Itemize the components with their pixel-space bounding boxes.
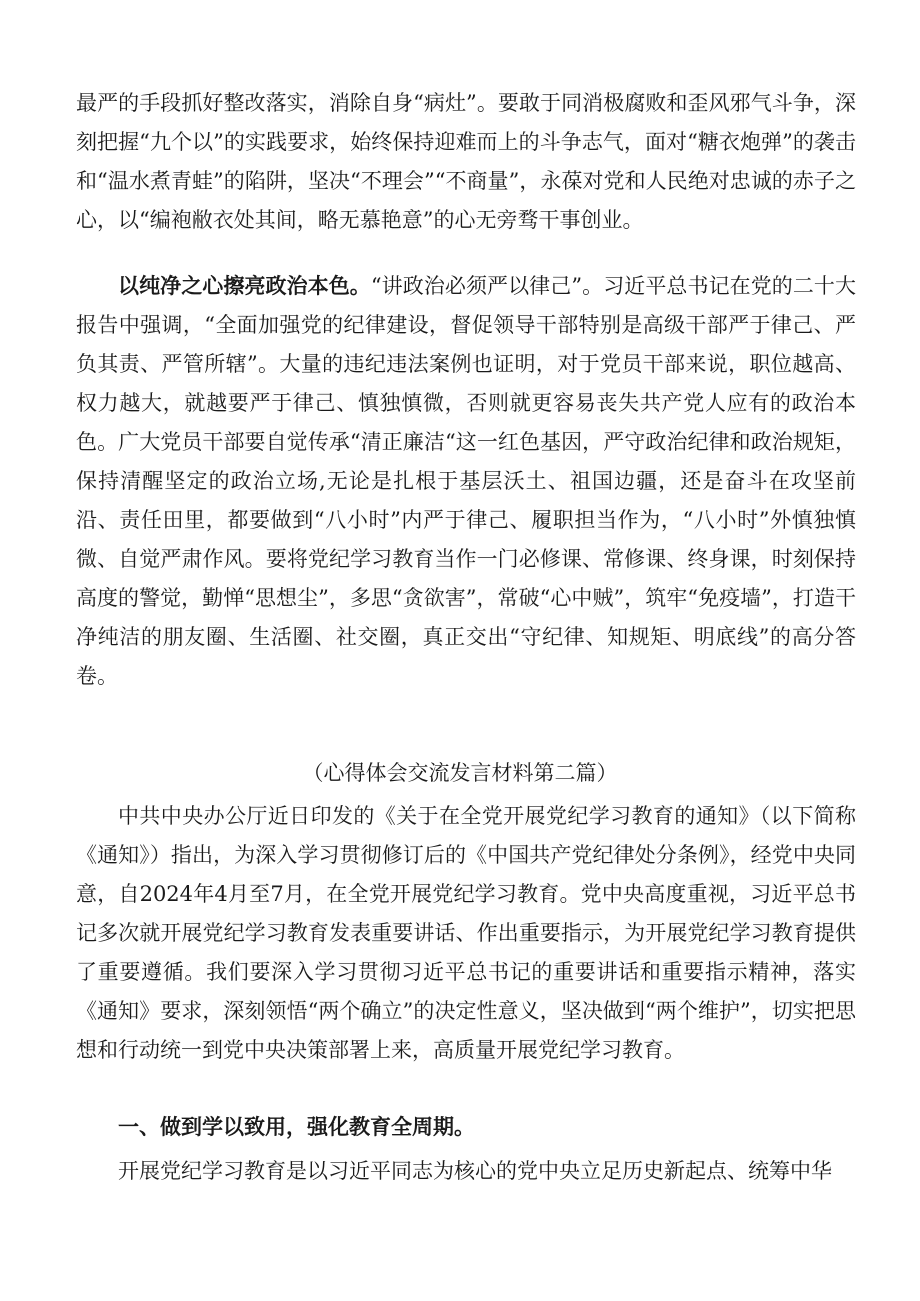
paragraph-2: [76, 267, 856, 696]
paragraph-2-lead: 以纯净之心擦亮政治本色。: [118, 274, 371, 298]
paragraph-3: 中共中央办公厅近日印发的《关于在全党开展党纪学习教育的通知》（以下简称《通知》）指出，为深入学习贯彻修订后的《中国共产党纪律处分条例》，经党中央同意，自2024年4月至7月，在全党开展党纪学习教育。党中央高度重视，习近平总书记多次就开展党纪学习教育发表重要讲话、作出重要指示，为开展党纪学习教育提供了重要遵循。我们要深入学习贯彻习近平总书记的重要讲话和重要指示精神，落实《通知》要求，深刻领悟“两个确立”的决定性意义，坚决做到“两个维护”，切实把思想和行动统一到党中央决策部署上来，高质量开展党纪学习教育。: [76, 804, 856, 1062]
paragraph-2-body: “讲政治必须严以律己”。习近平总书记在党的二十大报告中强调，“全面加强党的纪律建设，督促领导干部特别是高级干部严于律己、严负其责、严管所辖”。大量的违纪违法案例也证明，对于党员干部来说，职位越高、权力越大，就越要严于律己、慎独慎微，否则就更容易丧失共产党人应有的政治本色。广大党员干部要自觉传承“清正廉洁“这一红色基因，严守政治纪律和政治规矩，保持清醒坚定的政治立场,无论是扎根于基层沃土、祖国边疆，还是奋斗在攻坚前沿、责任田里，都要做到“八小时”内严于律己、履职担当作为，“八小时”外慎独慎微、自觉严肃作风。要将党纪学习教育当作一门必修课、常修课、终身课，时刻保持高度的警觉，勤惮“思想尘”，多思“贪欲害”，常破“心中贼”，筑牢“免疫墙”，打造干净纯洁的朋友圈、生活圈、社交圈，真正交出“守纪律、知规矩、明底线”的高分答卷。: [76, 274, 856, 688]
paragraph-4: 开展党纪学习教育是以习近平同志为核心的党中央立足历史新起点、统筹中华: [118, 1159, 832, 1183]
section-subtitle: （心得体会交流发言材料第二篇）: [302, 761, 618, 785]
section-heading-1: 一、做到学以致用，强化教育全周期。: [118, 1115, 475, 1139]
paragraph-1: 最严的手段抓好整改落实，消除自身“病灶”。要敢于同消极腐败和歪风邪气斗争，深刻把握“九个以”的实践要求，始终保持迎难而上的斗争志气，面对“糖衣炮弹”的袭击和“温水煮青蛙”的陷阱，坚决“不理会”“不商量”，永葆对党和人民绝对忠诚的赤子之心，以“编袍敝衣处其间，略无慕艳意”的心无旁骛干事创业。: [76, 91, 856, 232]
